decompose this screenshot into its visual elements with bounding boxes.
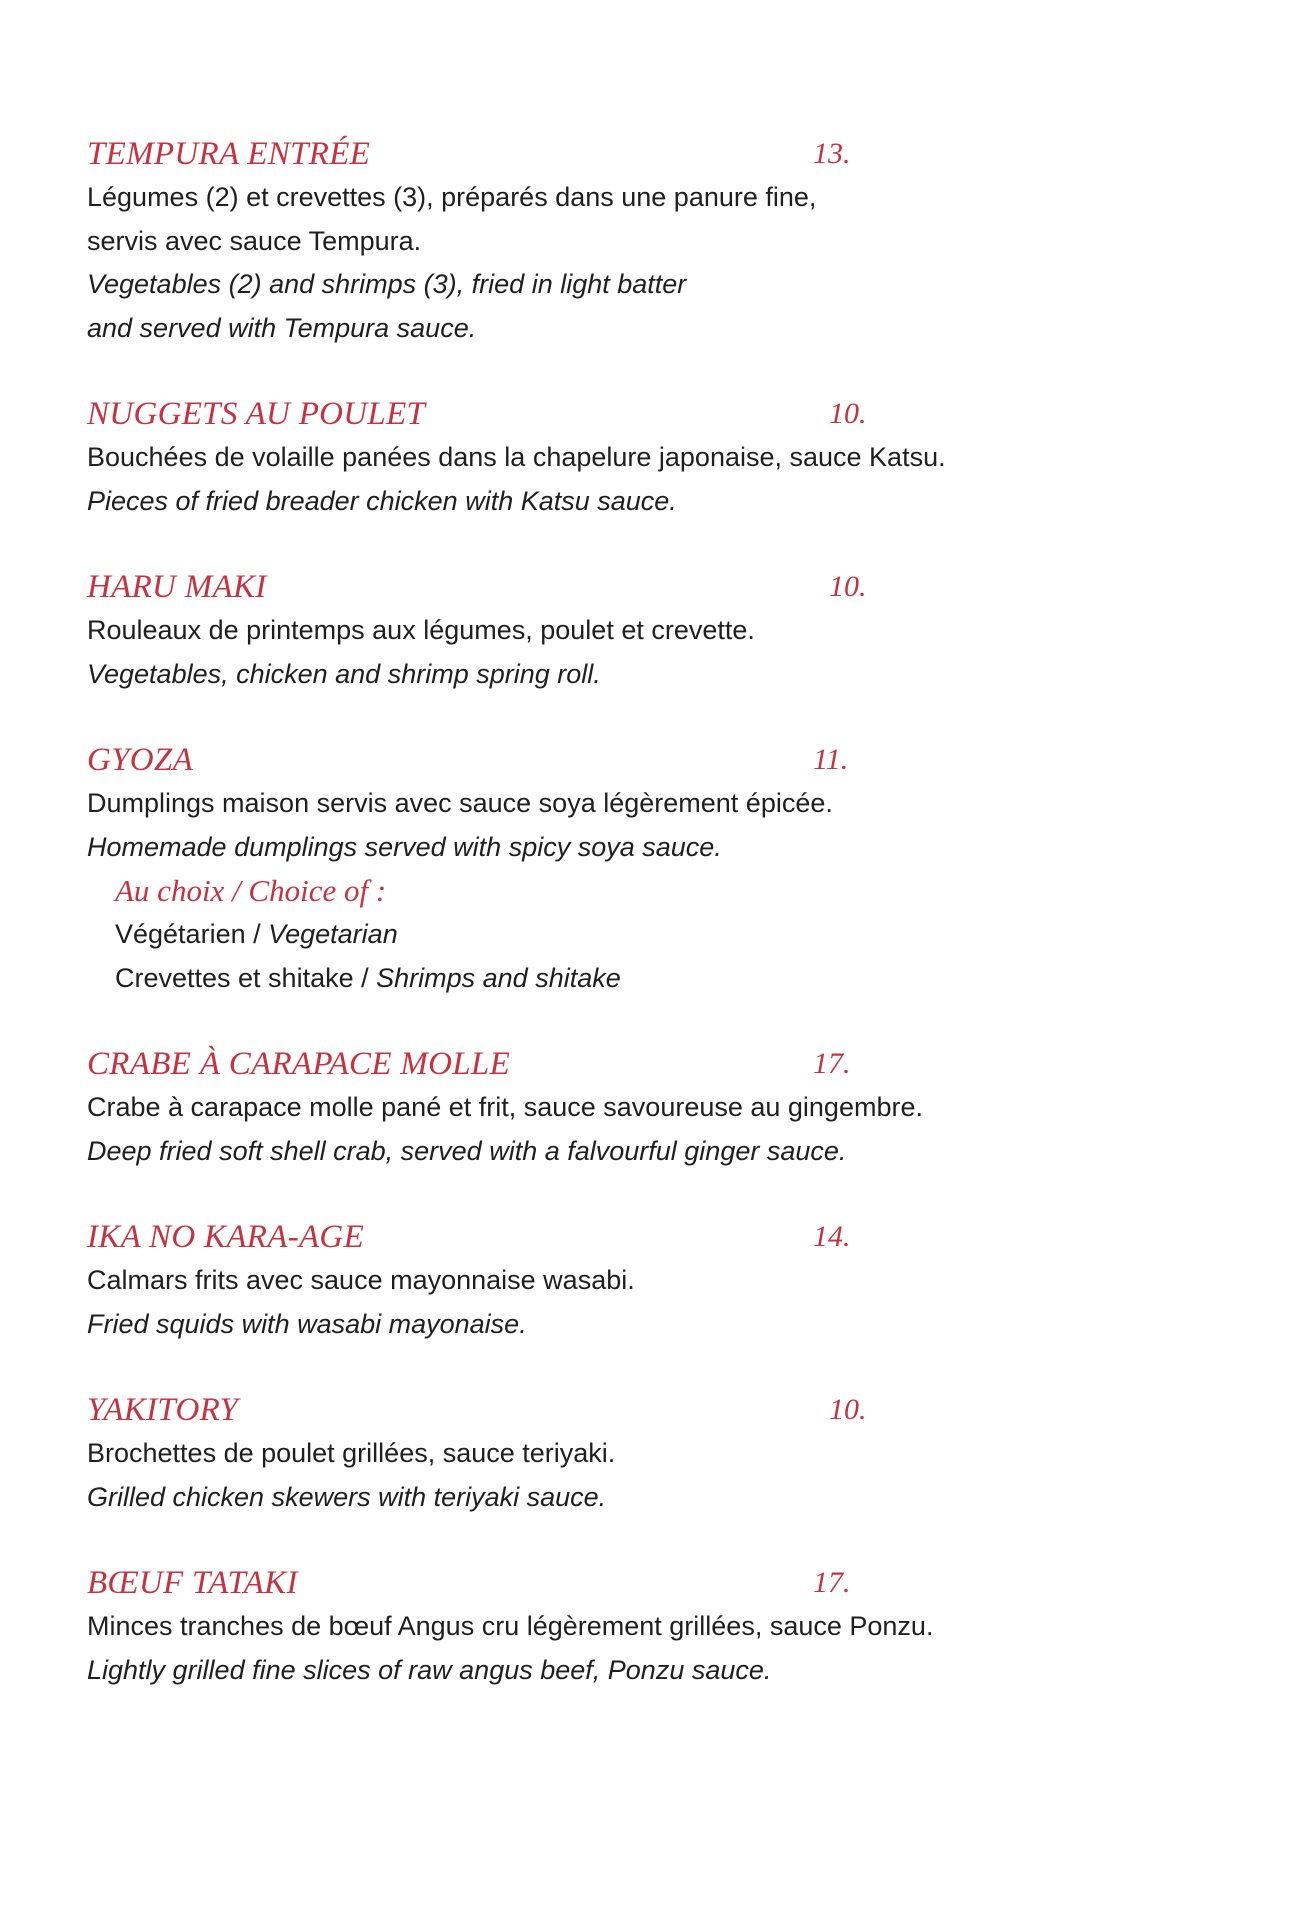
description-fr: Bouchées de volaille panées dans la chapelure japonaise, sauce Katsu. — [87, 442, 946, 472]
item-title: IKA NO KARA-AGE — [87, 1219, 365, 1255]
item-price: 17. — [813, 1047, 851, 1080]
choice-option — [87, 913, 1237, 957]
description-fr: servis avec sauce Tempura. — [87, 225, 422, 256]
description-en: Deep fried soft shell crab, served with a falvourful ginger sauce. — [87, 1135, 847, 1166]
item-price: 13. — [813, 137, 851, 170]
menu-item-nuggets — [87, 392, 1237, 523]
description-en: Fried squids with wasabi mayonaise. — [87, 1308, 527, 1339]
description-fr: Crabe à carapace molle pané et frit, sauce savoureuse au gingembre. — [87, 1092, 923, 1122]
item-price: 11. — [813, 743, 849, 776]
description-en: Vegetables, chicken and shrimp spring roll. — [87, 658, 601, 689]
item-title: YAKITORY — [87, 1392, 239, 1428]
menu-item-ika-no-kara-age — [87, 1215, 1237, 1346]
menu-item-gyoza — [87, 738, 1237, 1000]
choice-option-en: Shrimps and shitake — [376, 962, 621, 993]
item-price: 10. — [829, 397, 867, 430]
item-price: 10. — [829, 1393, 867, 1426]
description-fr: Rouleaux de printemps aux légumes, poulet et crevette. — [87, 615, 755, 645]
choice-heading: Au choix / Choice of : — [115, 873, 387, 908]
item-price: 17. — [813, 1566, 851, 1599]
item-price: 14. — [813, 1220, 851, 1253]
choice-option-fr: Végétarien / — [115, 919, 269, 949]
description-en: Lightly grilled fine slices of raw angus beef, Ponzu sauce. — [87, 1654, 772, 1685]
description-en: and served with Tempura sauce. — [87, 312, 477, 343]
description-fr: Brochettes de poulet grillées, sauce teriyaki. — [87, 1438, 616, 1468]
item-title: CRABE À CARAPACE MOLLE — [87, 1046, 511, 1082]
menu-item-boeuf-tataki — [87, 1561, 1237, 1692]
description-en: Grilled chicken skewers with teriyaki sauce. — [87, 1481, 607, 1512]
menu-item-yakitory — [87, 1388, 1237, 1519]
menu-item-tempura — [87, 132, 1237, 350]
item-title: HARU MAKI — [87, 569, 267, 605]
item-title: NUGGETS AU POULET — [87, 396, 426, 432]
item-title: GYOZA — [87, 742, 194, 778]
choice-option — [87, 957, 1237, 1001]
item-price: 10. — [829, 570, 867, 603]
description-fr: Dumplings maison servis avec sauce soya légèrement épicée. — [87, 788, 833, 818]
description-en: Vegetables (2) and shrimps (3), fried in light batter — [87, 269, 687, 299]
item-title: TEMPURA ENTRÉE — [87, 136, 371, 172]
description-fr: Légumes (2) et crevettes (3), préparés dans une panure fine, — [87, 182, 817, 212]
menu-item-haru-maki — [87, 565, 1237, 696]
description-fr: Minces tranches de bœuf Angus cru légèrement grillées, sauce Ponzu. — [87, 1611, 934, 1641]
choice-option-fr: Crevettes et shitake / — [115, 962, 377, 993]
menu-page — [87, 132, 1237, 1692]
description-en: Homemade dumplings served with spicy soya sauce. — [87, 831, 722, 862]
menu-item-crabe — [87, 1042, 1237, 1173]
item-title: BŒUF TATAKI — [87, 1565, 298, 1601]
description-en: Pieces of fried breader chicken with Katsu sauce. — [87, 485, 677, 516]
choice-option-en: Vegetarian — [268, 919, 398, 949]
description-fr: Calmars frits avec sauce mayonnaise wasabi. — [87, 1265, 635, 1295]
